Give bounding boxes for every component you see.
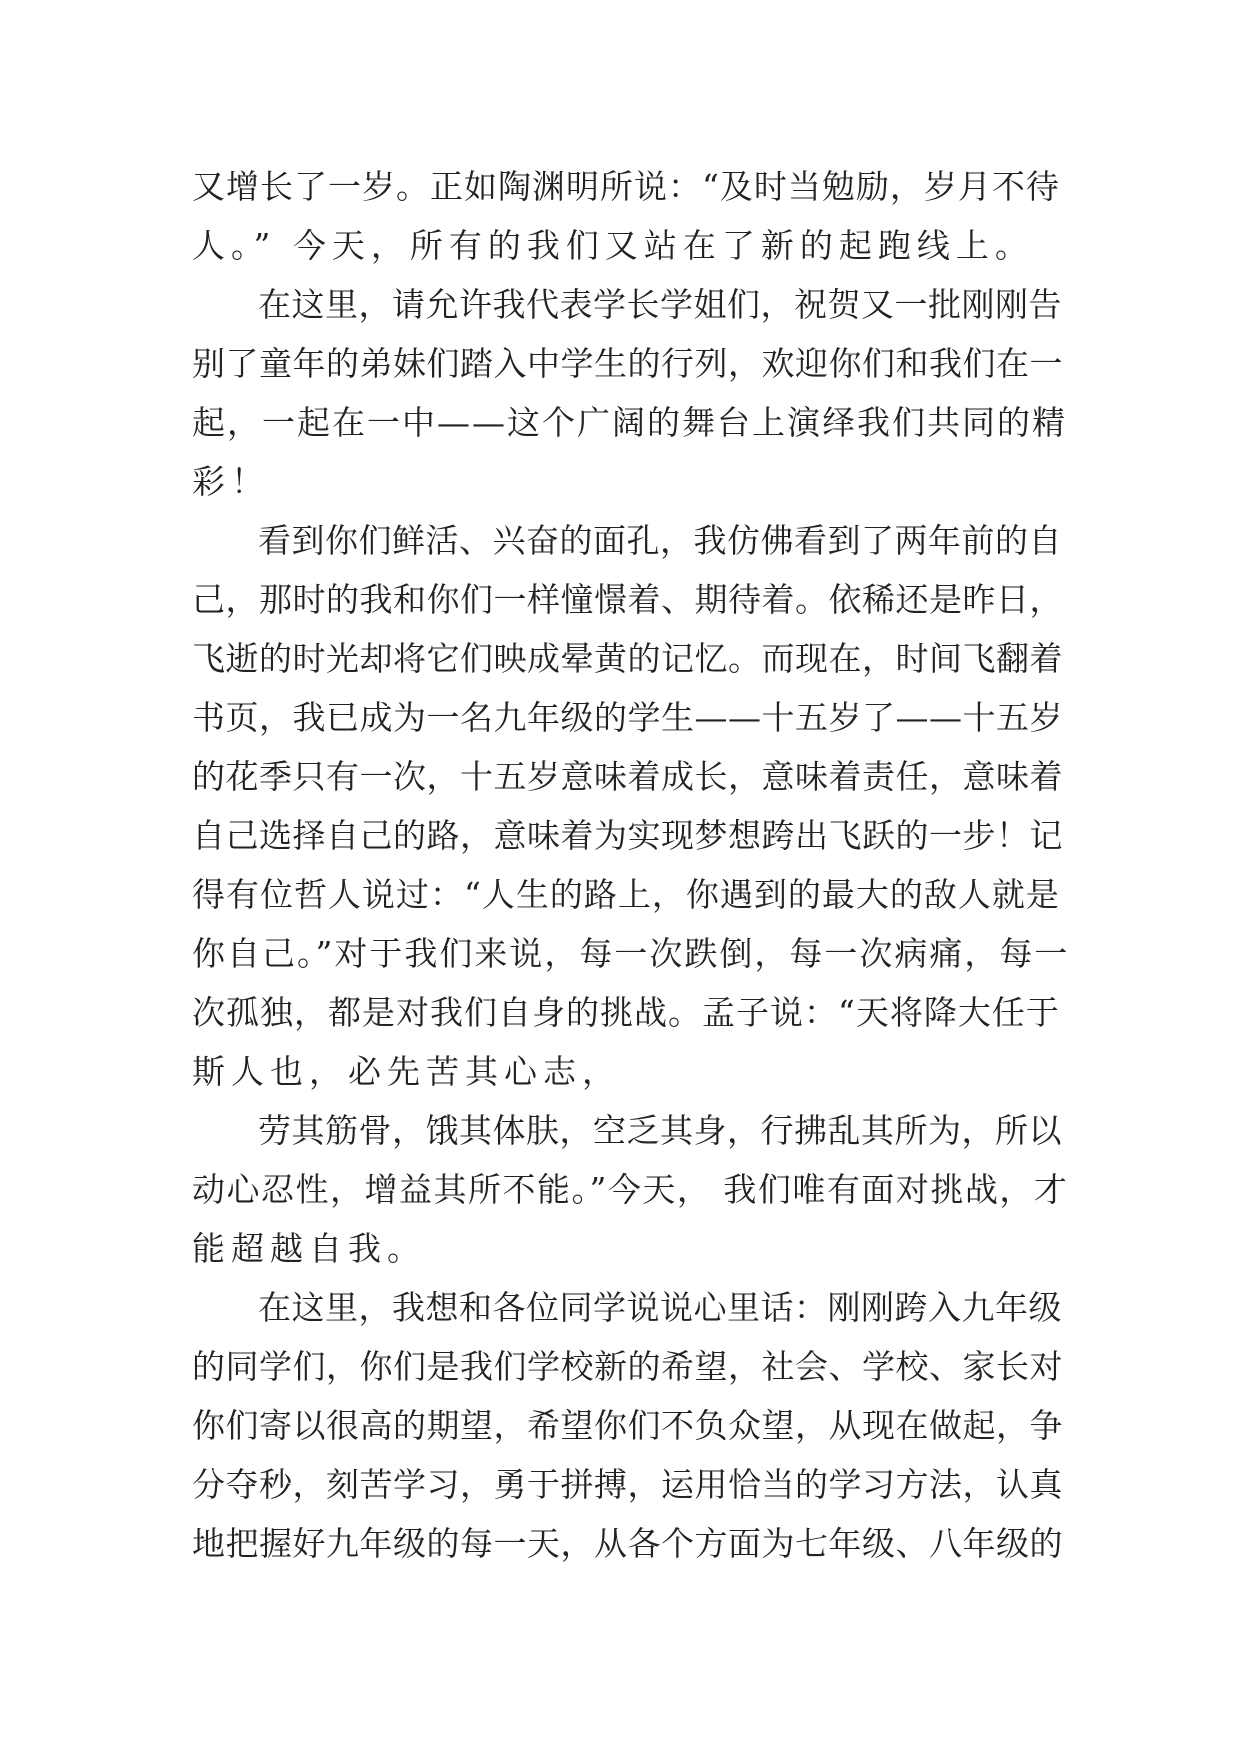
text-line: 己，那时的我和你们一样憧憬着、期待着。依稀还是昨日， <box>192 580 1063 619</box>
text-line: 地把握好九年级的每一天，从各个方面为七年级、八年级的 <box>192 1524 1063 1563</box>
text-line: 的花季只有一次，十五岁意味着成长，意味着责任，意味着 <box>192 757 1063 796</box>
text-line: 能超越自我。 <box>192 1229 426 1268</box>
body-text <box>192 157 1070 1573</box>
text-line: 次孤独，都是对我们自身的挑战。孟子说：“天将降大任于 <box>192 993 1060 1032</box>
text-line: 又增长了一岁。正如陶渊明所说：“及时当勉励，岁月不待 <box>192 167 1060 206</box>
text-line: 你自己。”对于我们来说，每一次跌倒，每一次病痛，每一 <box>192 934 1070 973</box>
text-line: 起，一起在一中——这个广阔的舞台上演绎我们共同的精 <box>192 403 1067 442</box>
text-line: 看到你们鲜活、兴奋的面孔，我仿佛看到了两年前的自 <box>258 521 1062 560</box>
text-line: 飞逝的时光却将它们映成晕黄的记忆。而现在，时间飞翻着 <box>192 639 1063 678</box>
text-line: 彩！ <box>192 462 270 501</box>
text-line: 书页，我已成为一名九年级的学生——十五岁了——十五岁 <box>192 698 1063 737</box>
text-line: 别了童年的弟妹们踏入中学生的行列，欢迎你们和我们在一 <box>192 344 1063 383</box>
text-line: 斯人也，必先苦其心志， <box>192 1052 621 1091</box>
text-line: 自己选择自己的路，意味着为实现梦想跨出飞跃的一步！记 <box>192 816 1063 855</box>
text-line: 得有位哲人说过：“人生的路上，你遇到的最大的敌人就是 <box>192 875 1060 914</box>
text-line: 劳其筋骨，饿其体肤，空乏其身，行拂乱其所为，所以 <box>258 1111 1062 1150</box>
text-line: 分夺秒，刻苦学习，勇于拼搏，运用恰当的学习方法，认真 <box>192 1465 1063 1504</box>
text-line: 的同学们，你们是我们学校新的希望，社会、学校、家长对 <box>192 1347 1063 1386</box>
text-line: 动心忍性，增益其所不能。”今天， 我们唯有面对挑战，才 <box>192 1170 1069 1209</box>
text-line: 在这里，请允许我代表学长学姐们，祝贺又一批刚刚告 <box>258 285 1062 324</box>
text-line: 在这里，我想和各位同学说说心里话：刚刚跨入九年级 <box>258 1288 1062 1327</box>
text-line: 你们寄以很高的期望，希望你们不负众望，从现在做起，争 <box>192 1406 1063 1445</box>
text-line: 人。” 今天，所有的我们又站在了新的起跑线上。 <box>192 226 1034 265</box>
